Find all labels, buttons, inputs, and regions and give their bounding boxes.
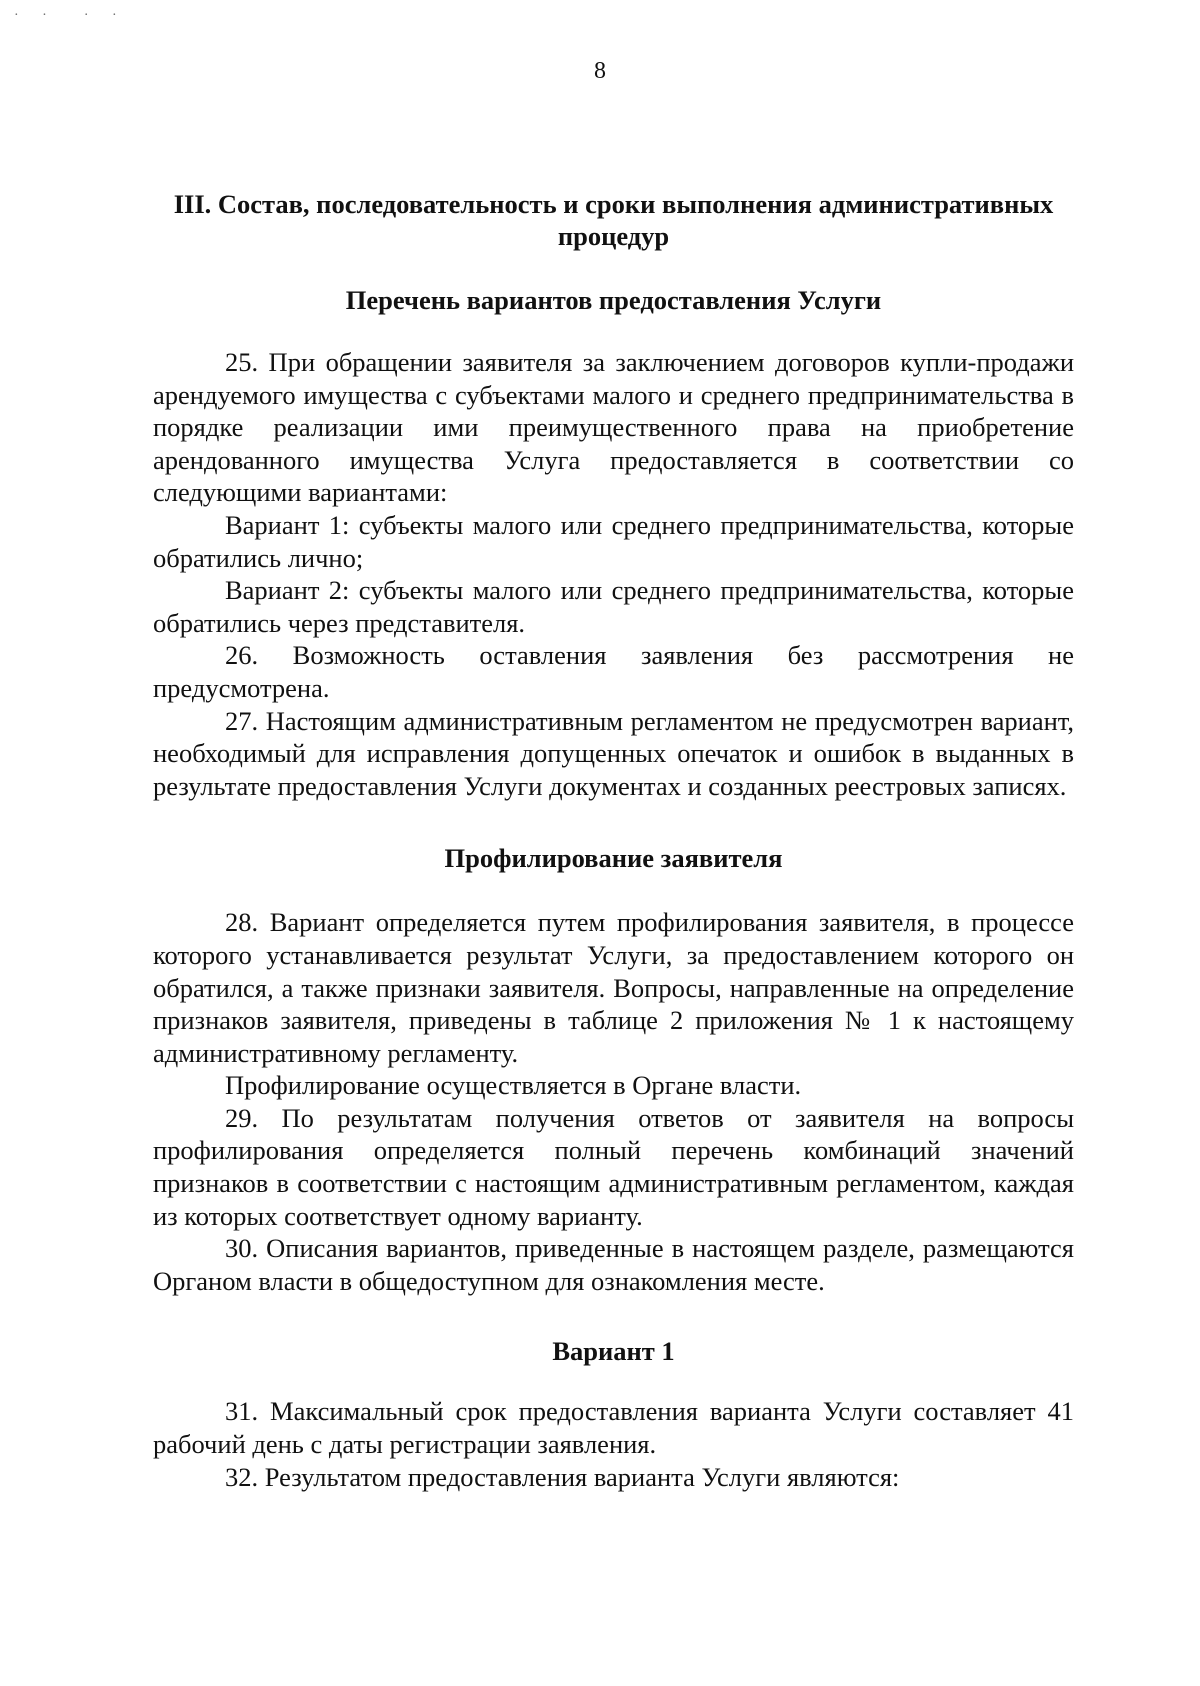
heading-variant-1: Вариант 1 bbox=[552, 1336, 675, 1367]
heading-profiling: Профилирование заявителя bbox=[444, 843, 783, 874]
paragraph-32: 32. Результатом предоставления варианта Услуги являются: bbox=[225, 1461, 900, 1492]
paragraph-26: 26. Возможность оставления заявления без рассмотрения не предусмотрена. bbox=[153, 640, 1074, 703]
paragraph-25: 25. При обращении заявителя за заключением договоров купли-продажи арендуемого имущества с субъектами малого и среднего предпринимательства в порядке реализации ими преимущественного права на приобретение арендованного имущества Услуга предоставляется в соответствии со следующими вариантами: bbox=[153, 347, 1074, 508]
paragraph-28: 28. Вариант определяется путем профилирования заявителя, в процессе которого устанавливается результат Услуги, за предоставлением которого он обратился, а также признаки заявителя. Вопросы, направленные на определение признаков заявителя, приведены в таблице 2 приложения № 1 к настоящему административному регламенту. bbox=[153, 907, 1074, 1068]
page-number: 8 bbox=[594, 58, 606, 84]
paragraph-25-variant-2: Вариант 2: субъекты малого или среднего предпринимательства, которые обратились через представителя. bbox=[153, 575, 1074, 638]
paragraph-25-variant-1: Вариант 1: субъекты малого или среднего предпринимательства, которые обратились лично; bbox=[153, 509, 1074, 573]
scan-artifact: · · · · bbox=[14, 8, 127, 23]
document-body bbox=[153, 188, 1074, 1493]
paragraph-31: 31. Максимальный срок предоставления варианта Услуги составляет 41 рабочий день с даты регистрации заявления. bbox=[153, 1396, 1074, 1460]
heading-variants-list: Перечень вариантов предоставления Услуги bbox=[345, 285, 882, 315]
paragraph-28-profiling: Профилирование осуществляется в Органе власти. bbox=[225, 1070, 802, 1101]
section-title-text: III. Состав, последовательность и сроки выполнения административных процедур bbox=[173, 189, 1054, 251]
section-title bbox=[153, 188, 1074, 252]
paragraph-29: 29. По результатам получения ответов от заявителя на вопросы профилирования определяется полный перечень комбинаций значений признаков в соответствии с настоящим административным регламентом, каждая из которых соответствует одному варианту. bbox=[153, 1102, 1074, 1231]
paragraph-27: 27. Настоящим административным регламентом не предусмотрен вариант, необходимый для исправления допущенных опечаток и ошибок в выданных в результате предоставления Услуги документах и созданных реестровых записях. bbox=[153, 705, 1074, 801]
paragraph-30: 30. Описания вариантов, приведенные в настоящем разделе, размещаются Органом власти в общедоступном для ознакомления месте. bbox=[153, 1233, 1074, 1296]
